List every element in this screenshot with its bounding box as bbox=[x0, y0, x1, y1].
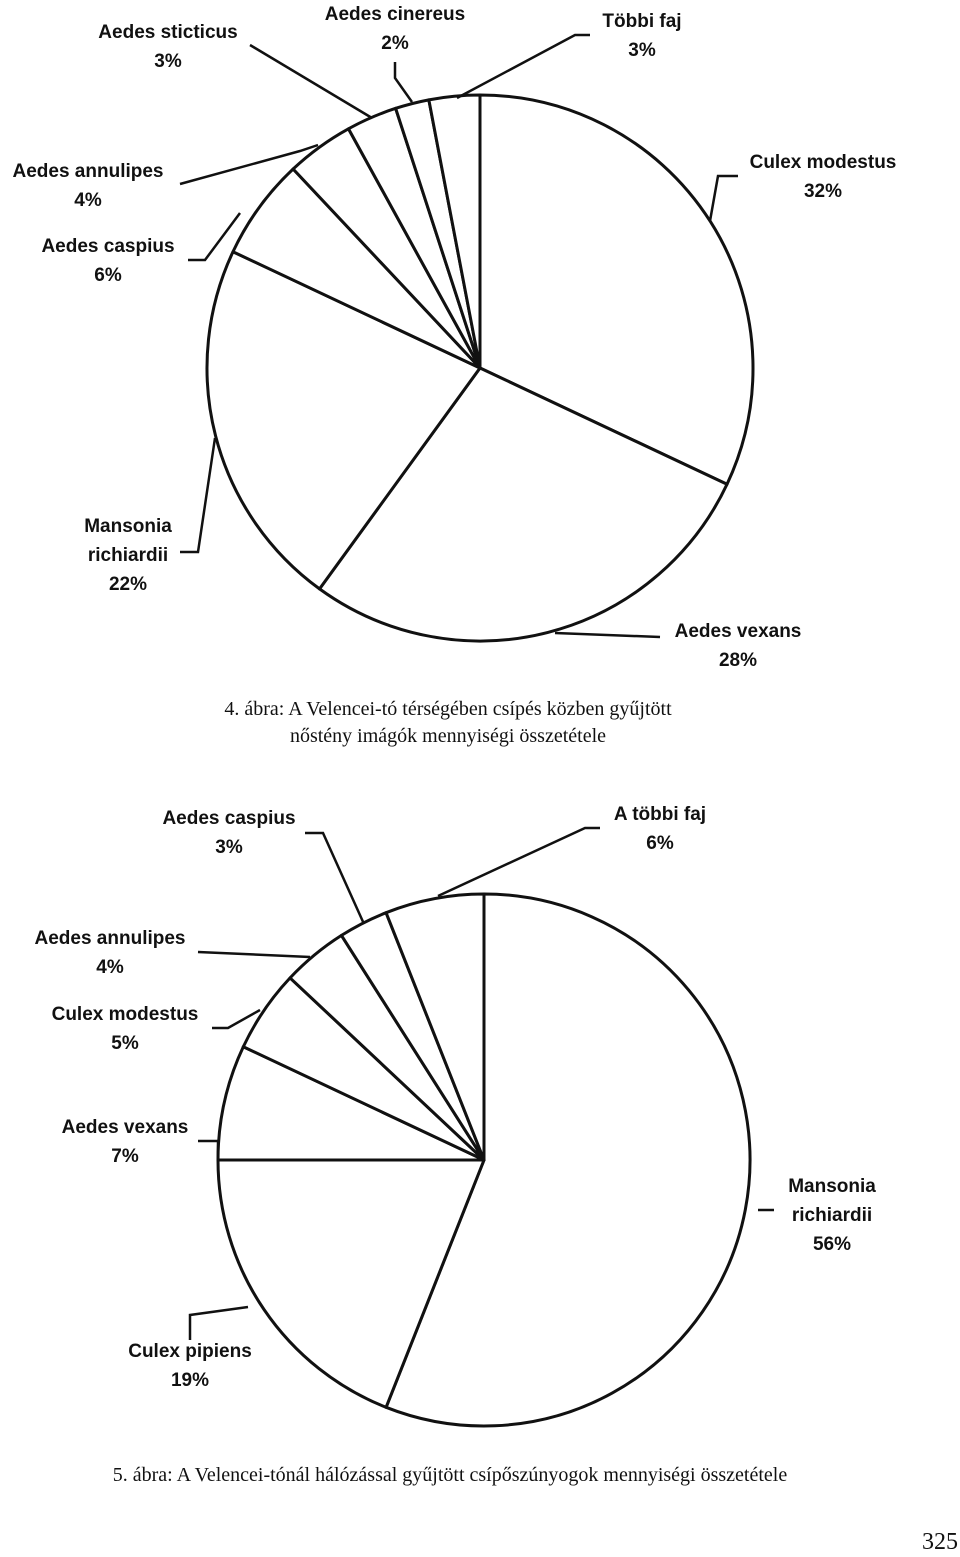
slice-label-mansonia-richiardii bbox=[84, 516, 172, 595]
chart-2-slices bbox=[218, 894, 750, 1426]
slice-label-line: Aedes caspius bbox=[162, 808, 296, 829]
chart-1-slices bbox=[207, 95, 753, 641]
slice-label-line: 6% bbox=[94, 265, 122, 286]
slice-label-line: 2% bbox=[381, 33, 409, 54]
leader-line-aedes-vexans bbox=[198, 1141, 218, 1160]
slice-label-aedes-vexans bbox=[62, 1117, 189, 1167]
chart-1-caption bbox=[224, 698, 672, 747]
slice-label-line: 22% bbox=[108, 574, 148, 595]
slice-label-line: richiardii bbox=[87, 545, 169, 566]
slice-label-line: Culex modestus bbox=[749, 152, 897, 173]
figure-caption-line: nőstény imágók mennyiségi összetétele bbox=[289, 725, 607, 747]
slice-label-line: 19% bbox=[170, 1370, 210, 1391]
slice-label-line: Mansonia bbox=[84, 516, 172, 537]
leader-line-a-tobbi-faj bbox=[438, 828, 600, 896]
slice-label-line: Aedes vexans bbox=[674, 621, 802, 642]
page-number: 325 bbox=[922, 1529, 958, 1555]
leader-line-aedes-annulipes bbox=[198, 952, 310, 957]
slice-label-line: Aedes annulipes bbox=[34, 928, 186, 949]
slice-label-culex-modestus bbox=[750, 152, 897, 202]
slice-label-a-tobbi-faj bbox=[614, 804, 706, 854]
slice-label-aedes-cinereus bbox=[325, 4, 465, 54]
slice-label-line: 3% bbox=[154, 51, 182, 72]
slice-label-line: 32% bbox=[803, 181, 843, 202]
pie-chart-figure-5 bbox=[35, 804, 877, 1486]
slice-label-line: Aedes vexans bbox=[61, 1117, 189, 1138]
slice-label-line: A többi faj bbox=[613, 804, 707, 825]
chart-2-caption bbox=[113, 1464, 788, 1486]
slice-label-line: Aedes caspius bbox=[41, 236, 175, 257]
slice-label-mansonia-richiardii bbox=[788, 1176, 876, 1255]
slice-label-aedes-vexans bbox=[675, 621, 802, 671]
slice-label-line: 3% bbox=[215, 837, 243, 858]
slice-label-line: 7% bbox=[111, 1146, 139, 1167]
slice-label-line: 3% bbox=[628, 40, 656, 61]
slice-label-aedes-caspius bbox=[41, 236, 174, 286]
leader-line-aedes-caspius bbox=[305, 833, 364, 924]
leader-line-culex-modestus bbox=[710, 176, 738, 221]
slice-label-line: Többi faj bbox=[602, 11, 682, 32]
slice-label-aedes-sticticus bbox=[98, 22, 237, 72]
slice-label-line: 4% bbox=[96, 957, 124, 978]
slice-label-line: Mansonia bbox=[788, 1176, 876, 1197]
slice-label-line: Aedes cinereus bbox=[324, 4, 466, 25]
slice-label-line: 56% bbox=[812, 1234, 852, 1255]
slice-label-line: 6% bbox=[646, 833, 674, 854]
slice-label-line: Aedes annulipes bbox=[12, 161, 164, 182]
slice-label-aedes-annulipes bbox=[13, 161, 164, 211]
slice-label-tobbi-faj bbox=[602, 11, 681, 61]
figure-caption-line: 4. ábra: A Velencei-tó térségében csípés közben gyűjtött bbox=[224, 698, 672, 720]
slice-label-aedes-caspius bbox=[162, 808, 295, 858]
pie-chart-figure-4 bbox=[13, 4, 897, 747]
figure-caption-line: 5. ábra: A Velencei-tónál hálózással gyűjtött csípőszúnyogok mennyiségi összetétele bbox=[112, 1464, 788, 1486]
leader-line-mansonia-richiardii bbox=[180, 438, 215, 552]
leader-line-aedes-vexans bbox=[555, 633, 660, 637]
slice-label-line: 4% bbox=[74, 190, 102, 211]
leader-line-tobbi-faj bbox=[457, 35, 590, 98]
slice-label-line: richiardii bbox=[791, 1205, 873, 1226]
slice-label-line: 5% bbox=[111, 1033, 139, 1054]
slice-label-line: Culex pipiens bbox=[128, 1341, 252, 1362]
leader-line-aedes-sticticus bbox=[250, 45, 372, 118]
leader-line-culex-modestus bbox=[212, 1010, 260, 1028]
leader-line-culex-pipiens bbox=[190, 1307, 248, 1340]
slice-label-line: Culex modestus bbox=[51, 1004, 199, 1025]
slice-label-culex-modestus bbox=[52, 1004, 199, 1054]
slice-label-aedes-annulipes bbox=[35, 928, 186, 978]
slice-label-line: Aedes sticticus bbox=[98, 22, 238, 43]
slice-label-line: 28% bbox=[718, 650, 758, 671]
leader-line-aedes-cinereus bbox=[395, 62, 412, 102]
slice-label-culex-pipiens bbox=[128, 1341, 252, 1391]
